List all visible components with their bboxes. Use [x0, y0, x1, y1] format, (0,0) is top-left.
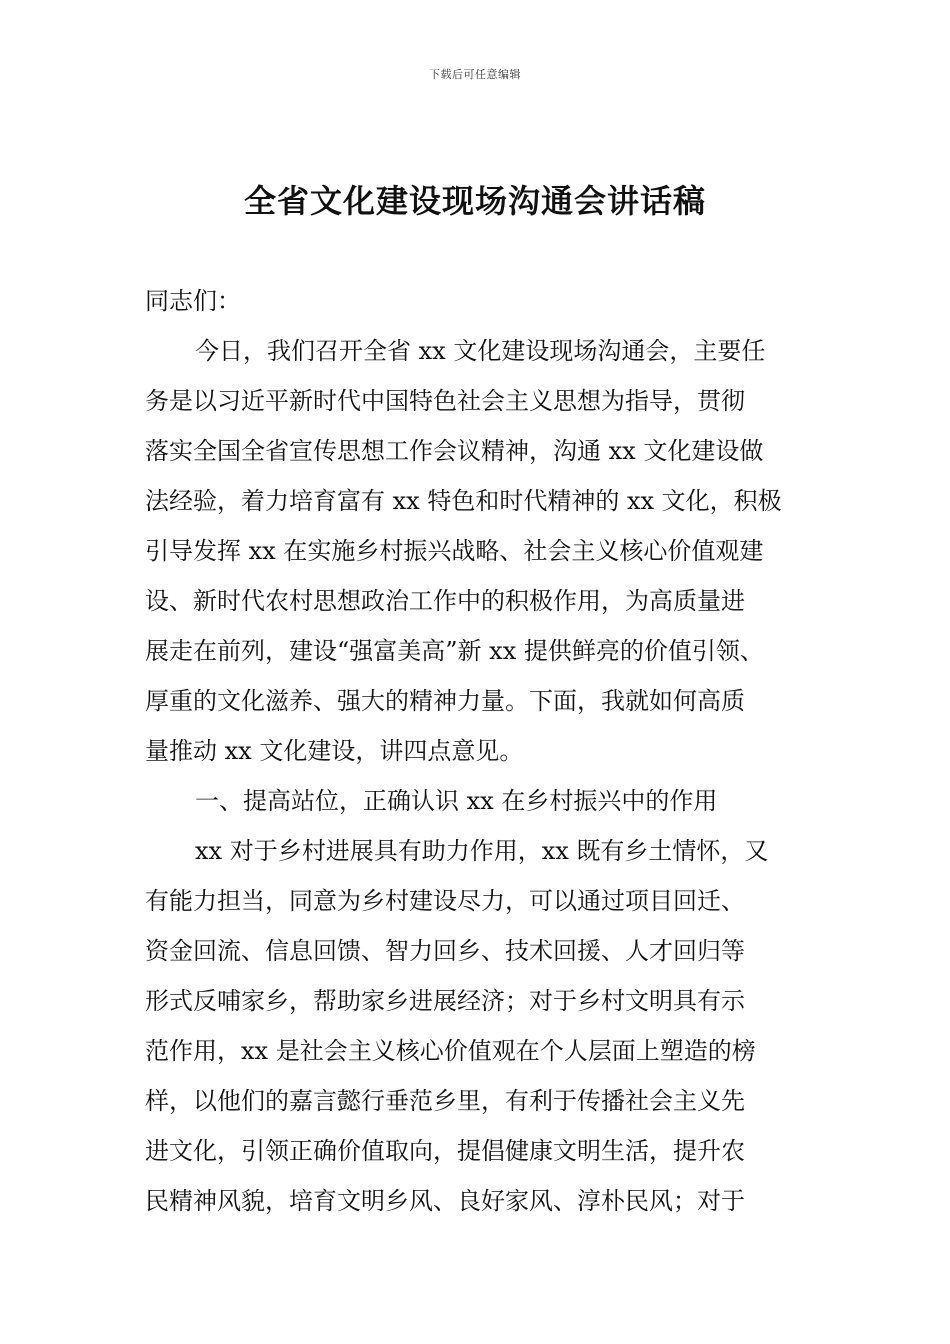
salutation: 同志们：	[145, 287, 241, 315]
paragraph-line: 范作用，xx 是社会主义核心价值观在个人层面上塑造的榜	[145, 1037, 756, 1065]
paragraph-line: 务是以习近平新时代中国特色社会主义思想为指导，贯彻	[145, 387, 745, 415]
header-note: 下载后可任意编辑	[429, 68, 521, 81]
paragraph-line: 展走在前列，建设“强富美高”新 xx 提供鲜亮的价值引领、	[145, 637, 764, 665]
paragraph-line: 今日，我们召开全省 xx 文化建设现场沟通会，主要任	[195, 337, 766, 365]
section-heading: 一、提高站位，正确认识 xx 在乡村振兴中的作用	[195, 787, 718, 815]
paragraph-line: 资金回流、信息回馈、智力回乡、技术回援、人才回归等	[145, 937, 745, 965]
paragraph-line: 样，以他们的嘉言懿行垂范乡里，有利于传播社会主义先	[145, 1087, 745, 1115]
paragraph-line: 形式反哺家乡，帮助家乡进展经济；对于乡村文明具有示	[145, 987, 745, 1015]
paragraph-line: 引导发挥 xx 在实施乡村振兴战略、社会主义核心价值观建	[145, 537, 764, 565]
paragraph-line: 法经验，着力培育富有 xx 特色和时代精神的 xx 文化，积极	[145, 487, 782, 515]
paragraph-line: 厚重的文化滋养、强大的精神力量。下面，我就如何高质	[145, 687, 745, 715]
paragraph-line: 落实全国全省宣传思想工作会议精神，沟通 xx 文化建设做	[145, 437, 764, 465]
paragraph-line: 有能力担当，同意为乡村建设尽力，可以通过项目回迁、	[145, 887, 745, 915]
document-title: 全省文化建设现场沟通会讲话稿	[243, 182, 706, 220]
paragraph-line: 民精神风貌，培育文明乡风、良好家风、淳朴民风；对于	[145, 1187, 745, 1215]
document-body	[145, 276, 810, 1226]
paragraph-line: xx 对于乡村进展具有助力作用，xx 既有乡土情怀，又	[195, 837, 769, 865]
paragraph-line: 量推动 xx 文化建设，讲四点意见。	[145, 737, 524, 765]
paragraph-line: 设、新时代农村思想政治工作中的积极作用，为高质量进	[145, 587, 745, 615]
paragraph-line: 进文化，引领正确价值取向，提倡健康文明生活，提升农	[145, 1137, 745, 1165]
